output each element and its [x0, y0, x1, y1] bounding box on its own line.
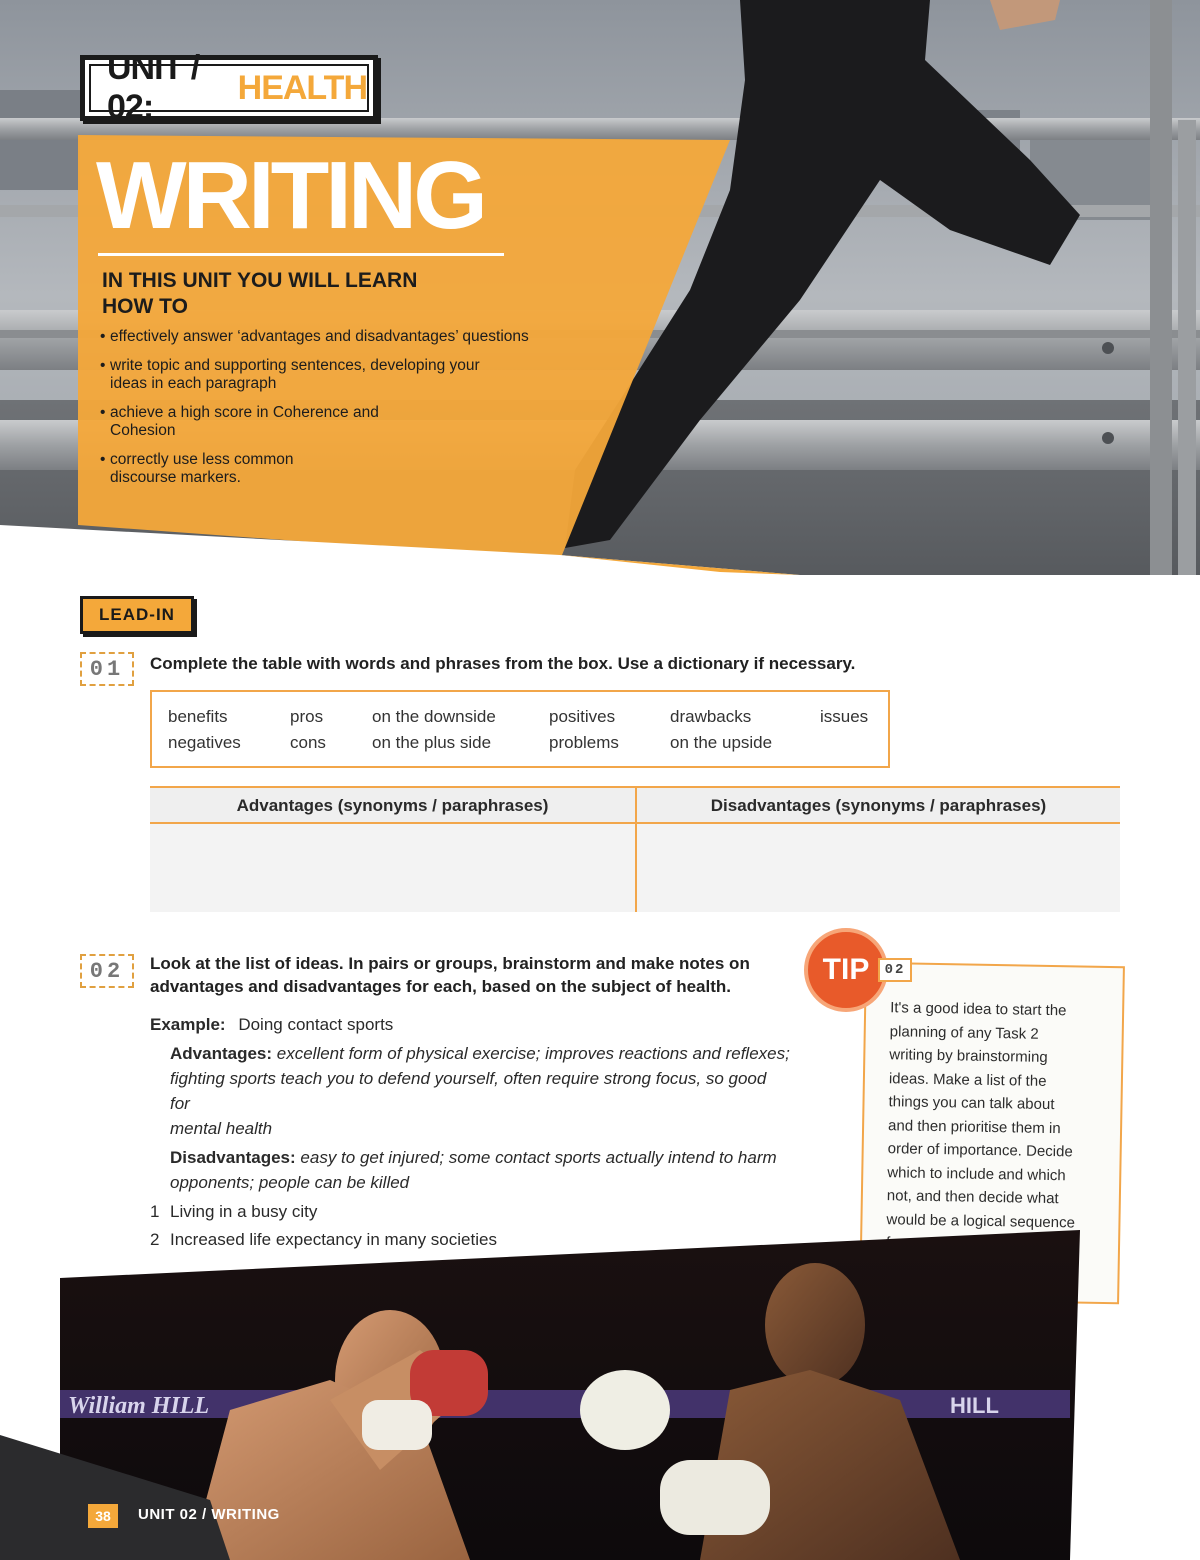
word-column: on the downside on the plus side — [372, 707, 496, 752]
arena-sign-left: William HILL — [68, 1393, 210, 1419]
objective-item: • effectively answer ‘advantages and disadvantages’ questions — [100, 328, 590, 346]
unit-badge — [80, 49, 378, 126]
disadvantages-note: Disadvantages: easy to get injured; some contact sports actually intend to harm opponents; people can be killed — [170, 1148, 777, 1192]
example-block — [150, 1012, 790, 1252]
tip-badge: TIP — [804, 928, 888, 1012]
word-column: benefits negatives — [168, 707, 241, 752]
title-divider — [98, 253, 504, 256]
footer-title: UNIT 02 / WRITING — [138, 1506, 280, 1523]
list-item: 2 Increased life expectancy in many societies — [150, 1230, 497, 1249]
synonyms-table — [150, 786, 1120, 912]
learning-objectives — [100, 328, 590, 498]
objective-item: • achieve a high score in Coherence and Cohesion — [100, 404, 380, 440]
table-header-advantages: Advantages (synonyms / paraphrases) — [236, 796, 549, 815]
hero-banner — [0, 0, 1200, 590]
objective-item: • write topic and supporting sentences, developing your ideas in each paragraph — [100, 357, 500, 393]
exercise-number: 02 — [80, 954, 134, 988]
exercise-number: 01 — [80, 652, 134, 686]
table-header-disadvantages: Disadvantages (synonyms / paraphrases) — [710, 796, 1047, 815]
learn-heading: IN THIS UNIT YOU WILL LEARN HOW TO — [102, 269, 418, 318]
word-column: drawbacks on the upside — [670, 707, 773, 752]
exercise-instruction: Complete the table with words and phrases from the box. Use a dictionary if necessary. — [150, 654, 856, 673]
arena-sign-right: HILL — [950, 1393, 999, 1418]
word-column: positives problems — [549, 707, 619, 752]
exercise-instruction: Look at the list of ideas. In pairs or groups, brainstorm and make notes on advantages and disadvantages for each, based on the subject of health. — [150, 954, 750, 996]
unit-prefix: UNIT / 02: — [107, 49, 200, 126]
lead-in-label: LEAD-IN — [80, 596, 194, 634]
tip-number: 02 — [878, 958, 912, 982]
example-line: Example: Doing contact sports — [150, 1015, 394, 1034]
table-divider — [635, 786, 637, 912]
unit-name: HEALTH — [237, 68, 367, 107]
section-title: WRITING — [96, 142, 484, 249]
word-column: issues — [820, 707, 869, 726]
advantages-note: Advantages: excellent form of physical exercise; improves reactions and reflexes; fighting sports teach you to defend yourself, often require strong focus, so good for mental health — [170, 1044, 790, 1138]
tip-text: It's a good idea to start the planning of any Task 2 writing by brainstorming ideas. Make a list of the things you can talk about and then prioritise them in order of importance. Decide which to include and which not, and then decide what would be a logical sequence — [886, 999, 1076, 1231]
page-number: 38 — [88, 1504, 118, 1528]
word-box — [150, 690, 890, 768]
word-column: pros cons — [290, 707, 326, 752]
objective-item: • correctly use less common discourse markers. — [100, 451, 330, 487]
list-item: 1 Living in a busy city — [150, 1202, 318, 1221]
